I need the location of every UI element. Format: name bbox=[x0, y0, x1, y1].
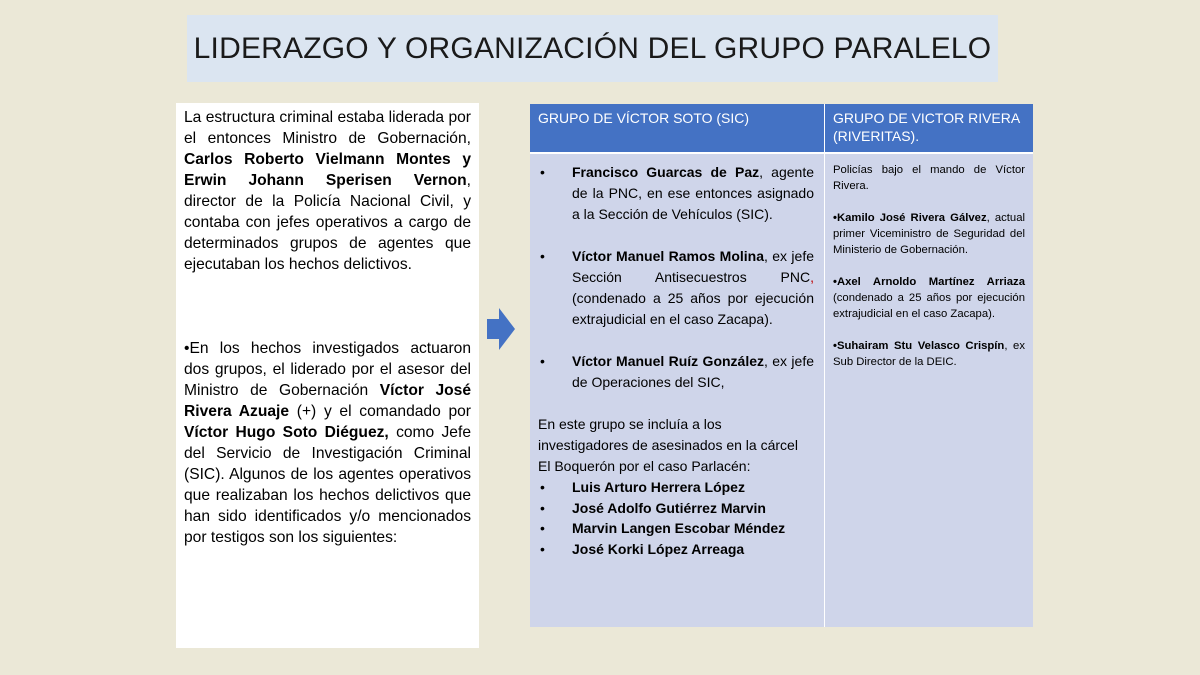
member-name: •Kamilo José Rivera Gálvez bbox=[833, 212, 987, 224]
member-detail: , ex Sub Director de la DEIC. bbox=[833, 340, 1025, 368]
list-item bbox=[538, 498, 814, 519]
boqueron-note: En este grupo se incluía a los investigadores de asesinados en la cárcel El Boquerón por el caso Parlacén: bbox=[538, 416, 798, 474]
agent-name: Víctor Manuel Ramos Molina bbox=[572, 248, 765, 264]
agent-name: Víctor Manuel Ruíz González bbox=[572, 353, 765, 369]
rivera-intro: Policías bajo el mando de Víctor Rivera. bbox=[833, 164, 1025, 192]
text: como Jefe del Servicio de Investigación Criminal (SIC). Algunos de los agentes operativos que realizaban los hechos delictivos que han sido identificados y/o mencionados por testigos son los siguientes: bbox=[184, 424, 471, 546]
bullet: • bbox=[540, 164, 545, 180]
groups-table bbox=[530, 104, 1033, 627]
arrow-right-icon bbox=[487, 308, 515, 350]
left-paragraph-2 bbox=[184, 338, 471, 548]
red-comma: , bbox=[810, 269, 814, 285]
bullet: • bbox=[540, 248, 545, 264]
bullet: • bbox=[540, 499, 545, 516]
bullet: • bbox=[540, 353, 545, 369]
text: (+) y el comandado por bbox=[289, 403, 471, 420]
member-name: •Suhairam Stu Velasco Crispín bbox=[833, 340, 1005, 352]
bullet: • bbox=[540, 479, 545, 495]
bold-text: Víctor José Rivera Azuaje bbox=[184, 382, 471, 420]
investigator-name: Marvin Langen Escobar Méndez bbox=[572, 520, 786, 536]
text: , director de la Policía Nacional Civil, y contaba con jefes operativos a cargo de determinados grupos de agentes que ejecutaban los hechos delictivos. bbox=[184, 172, 471, 273]
text: •En los hechos investigados actuaron dos grupos, el liderado por el asesor del Ministro de Gobernación bbox=[184, 340, 471, 399]
bold-text: Carlos Roberto Vielmann Montes y Erwin Johann Sperisen Vernon bbox=[184, 151, 471, 189]
list-item bbox=[538, 539, 814, 560]
investigator-name: Luis Arturo Herrera López bbox=[572, 479, 745, 495]
list-item bbox=[538, 351, 814, 393]
list-item bbox=[833, 338, 1025, 370]
list-item bbox=[833, 210, 1025, 258]
text: , bbox=[466, 130, 471, 147]
left-text-box bbox=[176, 103, 479, 648]
slide-title: LIDERAZGO Y ORGANIZACIÓN DEL GRUPO PARALELO bbox=[193, 31, 992, 65]
agent-list bbox=[538, 162, 814, 393]
investigator-list bbox=[538, 477, 814, 559]
list-item bbox=[538, 246, 814, 330]
list-item bbox=[833, 274, 1025, 322]
investigator-name: José Adolfo Gutiérrez Marvin bbox=[572, 499, 766, 516]
agent-detail: (condenado a 25 años por ejecución extrajudicial en el caso Zacapa). bbox=[572, 290, 814, 327]
bullet: • bbox=[540, 520, 545, 536]
list-item bbox=[538, 518, 814, 539]
rivera-group-cell bbox=[825, 154, 1033, 370]
list-item bbox=[538, 162, 814, 225]
member-name: •Axel Arnoldo Martínez Arriaza bbox=[833, 276, 1025, 288]
col2-header: GRUPO DE VICTOR RIVERA (RIVERITAS). bbox=[825, 104, 1033, 152]
bold-text: Víctor Hugo Soto Diéguez, bbox=[184, 424, 389, 441]
agent-detail: , agente de la PNC, en ese entonces asignado a la Sección de Vehículos (SIC). bbox=[572, 164, 814, 222]
left-paragraph-1 bbox=[184, 107, 471, 275]
bullet: • bbox=[540, 540, 545, 557]
agent-detail: , ex jefe de Operaciones del SIC, bbox=[572, 353, 814, 390]
agent-name: Francisco Guarcas de Paz bbox=[572, 164, 760, 180]
investigator-name: José Korki López Arreaga bbox=[572, 540, 745, 557]
member-detail: , actual primer Viceministro de Seguridad del Ministerio de Gobernación. bbox=[833, 212, 1025, 256]
col1-header: GRUPO DE VÍCTOR SOTO (SIC) bbox=[530, 104, 824, 152]
text: La estructura criminal estaba liderada por el entonces Ministro de Gobernación bbox=[184, 109, 471, 147]
soto-group-cell bbox=[530, 154, 824, 559]
title-box bbox=[187, 15, 998, 82]
list-item bbox=[538, 477, 814, 498]
agent-detail: , ex jefe Sección Antisecuestros PNC bbox=[572, 248, 814, 285]
member-detail: (condenado a 25 años por ejecución extrajudicial en el caso Zacapa). bbox=[833, 292, 1025, 320]
